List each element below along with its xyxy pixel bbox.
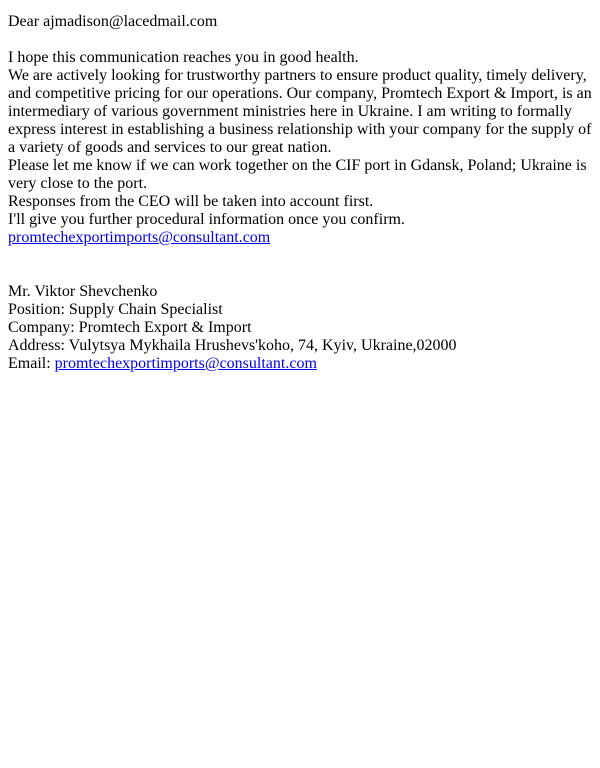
body-line-proposal: Please let me know if we can work together on the CIF port in Gdansk, Poland; Ukraine is very close to the port. <box>8 157 587 192</box>
signature-position: Position: Supply Chain Specialist <box>8 301 223 318</box>
reply-link-line <box>8 229 592 247</box>
greeting-line: Dear ajmadison@lacedmail.com <box>8 13 218 30</box>
body-line-responses: Responses from the CEO will be taken into account first. <box>8 193 374 210</box>
blank-line <box>8 265 592 283</box>
reply-email-link[interactable]: promtechexportimports@consultant.com <box>8 229 271 246</box>
signature-email-line <box>8 355 592 373</box>
blank-line <box>8 247 592 265</box>
body-line-intro: We are actively looking for trustworthy partners to ensure product quality, timely delivery, and competitive pricing for our operations. Our company, Promtech Export & Import, is an intermediary of various government ministries here in Ukraine. I am writing to formally express interest in establishing a business relationship with your company for the supply of a variety of goods and services to our great nation. <box>8 67 592 156</box>
body-line-opening: I hope this communication reaches you in good health. <box>8 49 359 66</box>
signature-company: Company: Promtech Export & Import <box>8 319 252 336</box>
body-line-confirm: I'll give you further procedural information once you confirm. <box>8 211 405 228</box>
signature-email-label: Email: <box>8 355 55 372</box>
signature-name: Mr. Viktor Shevchenko <box>8 283 158 300</box>
signature-address: Address: Vulytsya Mykhaila Hrushevs'koho, 74, Kyiv, Ukraine,02000 <box>8 337 457 354</box>
signature-email-link[interactable]: promtechexportimports@consultant.com <box>54 355 317 372</box>
blank-line <box>8 31 592 49</box>
